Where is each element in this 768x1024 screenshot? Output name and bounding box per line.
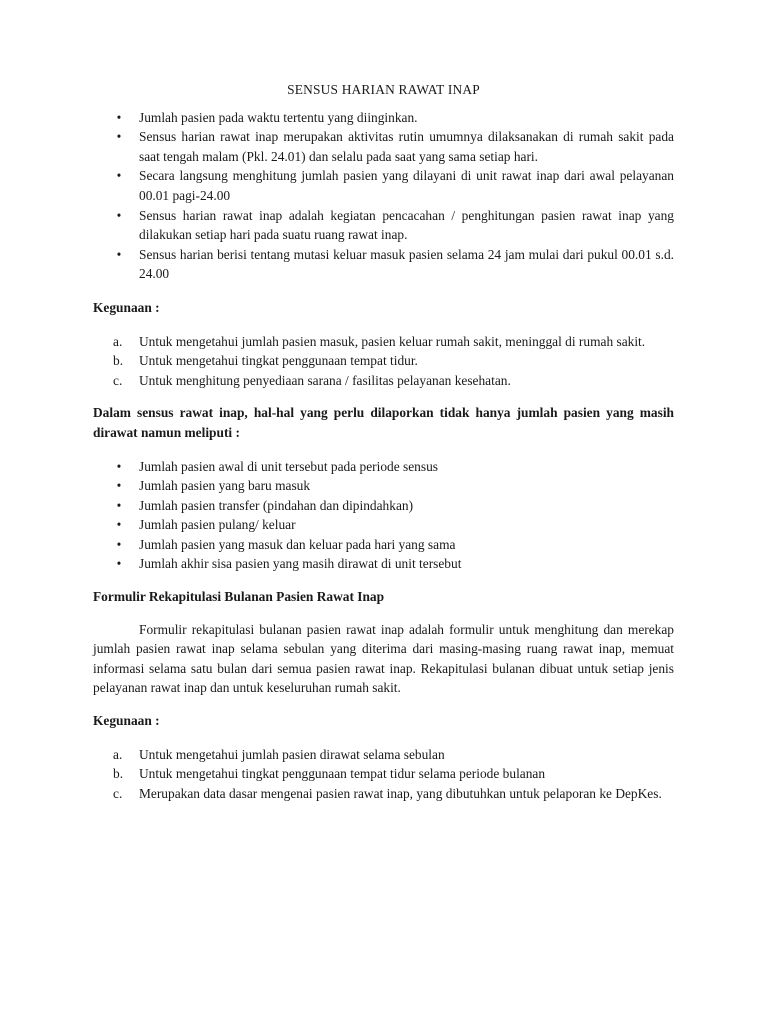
list-item-text: Sensus harian berisi tentang mutasi keluar masuk pasien selama 24 jam mulai dari pukul 00.01 s.d. 24.00: [139, 246, 674, 282]
list-item-text: Sensus harian rawat inap adalah kegiatan pencacahan / penghitungan pasien rawat inap yang dilakukan setiap hari pada suatu ruang rawat inap.: [139, 207, 674, 243]
kegunaan-heading: Kegunaan :: [93, 299, 160, 315]
bullet-icon: •: [116, 109, 122, 125]
report-list: [93, 457, 674, 575]
list-item-text: Jumlah pasien pulang/ keluar: [139, 517, 296, 533]
list-item: [93, 745, 674, 765]
list-item: [93, 245, 674, 284]
bullet-icon: •: [116, 517, 122, 533]
list-item-text: Jumlah akhir sisa pasien yang masih dirawat di unit tersebut: [139, 556, 462, 572]
list-item: [93, 166, 674, 205]
bullet-icon: •: [116, 556, 122, 572]
list-item-text: Sensus harian rawat inap merupakan aktivitas rutin umumnya dilaksanakan di rumah sakit pada saat tengah malam (Pkl. 24.01) dan selalu pada saat yang sama setiap hari.: [139, 129, 674, 164]
list-item-text: Jumlah pasien yang masuk dan keluar pada hari yang sama: [139, 536, 456, 552]
bullet-icon: •: [116, 458, 122, 474]
list-marker: b.: [113, 766, 124, 782]
kegunaan-heading: Kegunaan :: [93, 713, 160, 729]
list-item: [93, 515, 674, 535]
bullet-icon: •: [116, 497, 122, 513]
list-item-text: Untuk mengetahui jumlah pasien masuk, pasien keluar rumah sakit, meninggal di rumah sakit.: [139, 333, 646, 349]
report-intro: Dalam sensus rawat inap, hal-hal yang perlu dilaporkan tidak hanya jumlah pasien yang masih dirawat namun meliputi :: [93, 405, 674, 440]
list-item: [93, 206, 674, 245]
list-item-text: Untuk mengetahui jumlah pasien dirawat selama sebulan: [139, 746, 445, 762]
list-marker: b.: [113, 353, 124, 369]
list-marker: c.: [113, 785, 123, 801]
bullet-icon: •: [116, 168, 122, 184]
list-marker: a.: [113, 746, 123, 762]
bullet-icon: •: [116, 478, 122, 494]
list-item-text: Jumlah pasien pada waktu tertentu yang diinginkan.: [139, 109, 418, 125]
bullet-icon: •: [116, 207, 122, 223]
bullet-icon: •: [116, 246, 122, 262]
list-item: [93, 332, 674, 352]
list-item: [93, 496, 674, 516]
list-item: [93, 371, 674, 391]
list-marker: c.: [113, 372, 123, 388]
list-item: [93, 764, 674, 784]
list-item: [93, 351, 674, 371]
list-item-text: Jumlah pasien transfer (pindahan dan dipindahkan): [139, 497, 414, 513]
bullet-icon: •: [116, 129, 122, 145]
list-item-text: Untuk mengetahui tingkat penggunaan tempat tidur selama periode bulanan: [139, 766, 546, 782]
formulir-paragraph: Formulir rekapitulasi bulanan pasien rawat inap adalah formulir untuk menghitung dan merekap jumlah pasien rawat inap selama sebulan yang diterima dari masing-masing ruang rawat inap, memuat informasi selama satu bulan dari semua pasien rawat inap. Rekapitulasi bulanan dibuat untuk setiap jenis pelayanan rawat inap dan untuk keseluruhan rumah sakit.: [93, 621, 674, 696]
document-page: [93, 80, 674, 803]
list-item-text: Untuk menghitung penyediaan sarana / fasilitas pelayanan kesehatan.: [139, 372, 511, 388]
list-item-text: Jumlah pasien awal di unit tersebut pada periode sensus: [139, 458, 438, 474]
bullet-icon: •: [116, 536, 122, 552]
list-item: [93, 108, 674, 128]
list-item: [93, 554, 674, 574]
list-item-text: Jumlah pasien yang baru masuk: [139, 478, 311, 494]
list-item-text: Untuk mengetahui tingkat penggunaan tempat tidur.: [139, 353, 418, 369]
kegunaan-list: [93, 745, 674, 804]
list-item: [93, 457, 674, 477]
formulir-heading: Formulir Rekapitulasi Bulanan Pasien Rawat Inap: [93, 589, 385, 605]
list-item: [93, 784, 674, 804]
list-item: [93, 127, 674, 166]
kegunaan-list: [93, 332, 674, 391]
list-item-text: Merupakan data dasar mengenai pasien rawat inap, yang dibutuhkan untuk pelaporan ke DepKes.: [139, 785, 662, 801]
list-item-text: Secara langsung menghitung jumlah pasien yang dilayani di unit rawat inap dari awal pelayanan 00.01 pagi-24.00: [139, 168, 674, 203]
list-item: [93, 535, 674, 555]
definition-list: [93, 108, 674, 284]
list-item: [93, 476, 674, 496]
document-title: SENSUS HARIAN RAWAT INAP: [287, 82, 480, 97]
list-marker: a.: [113, 333, 123, 349]
